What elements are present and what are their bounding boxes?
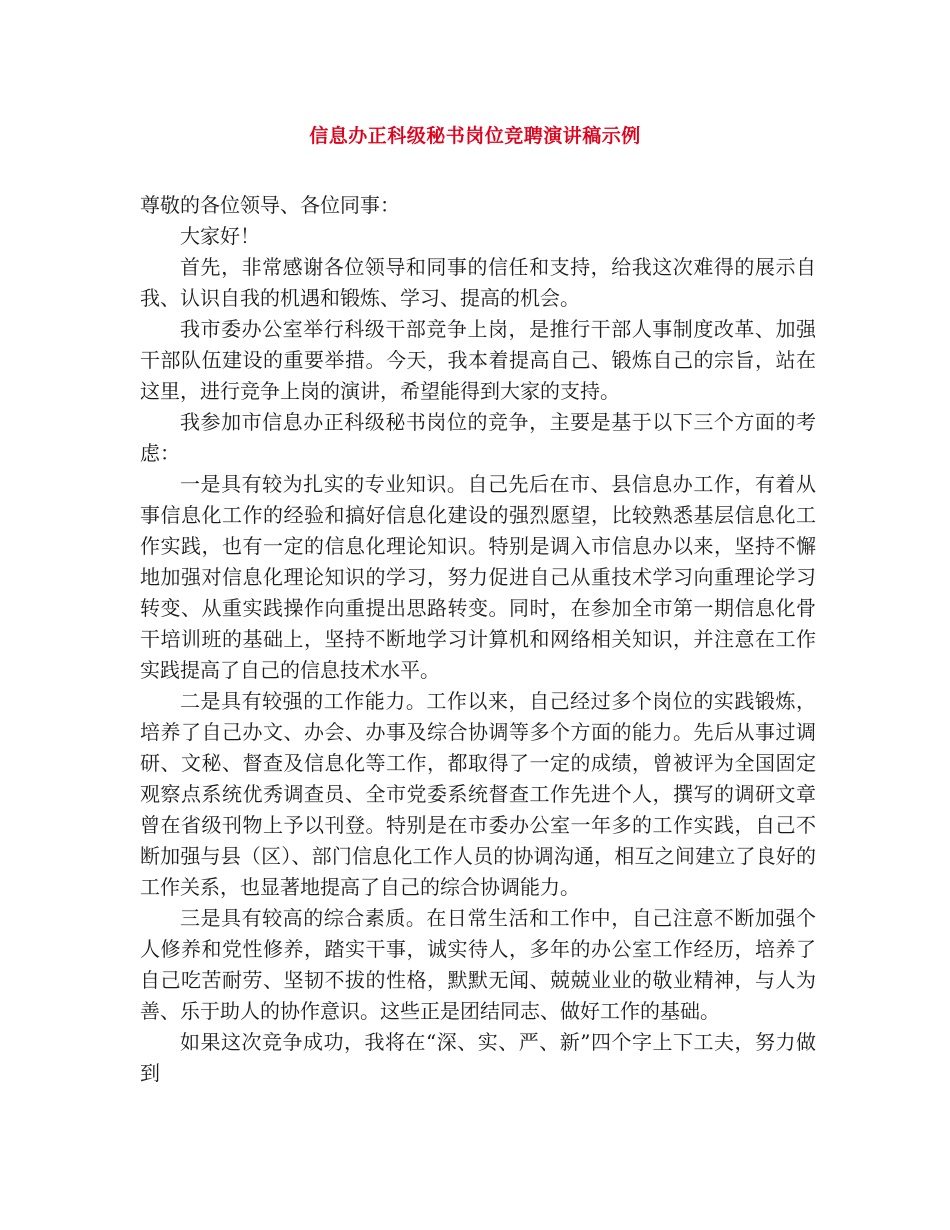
document-title: 信息办正科级秘书岗位竞聘演讲稿示例 [309,125,641,147]
paragraph-reason-quality: 三是具有较高的综合素质。在日常生活和工作中，自己注意不断加强个人修养和党性修养，踏实干事，诚实待人，多年的办公室工作经历，培养了自己吃苦耐劳、坚韧不拔的性格，默默无闻、兢兢业业的敬业精神，与人为善、乐于助人的协作意识。这些正是团结同志、做好工作的基础。 [140,906,816,1023]
paragraph-reason-ability: 二是具有较强的工作能力。工作以来，自己经过多个岗位的实践锻炼，培养了自己办文、办会、办事及综合协调等多个方面的能力。先后从事过调研、文秘、督查及信息化等工作，都取得了一定的成绩，曾被评为全国固定观察点系统优秀调查员、全市党委系统督查工作先进个人，撰写的调研文章曾在省级刊物上予以刊登。特别是在市委办公室一年多的工作实践，自己不断加强与县（区）、部门信息化工作人员的协调沟通，相互之间建立了良好的工作关系，也显著地提高了自己的综合协调能力。 [140,689,816,899]
paragraph-reasons-intro: 我参加市信息办正科级秘书岗位的竞争，主要是基于以下三个方面的考虑： [140,410,816,465]
document-body [140,190,816,1089]
paragraph-background: 我市委办公室举行科级干部竞争上岗，是推行干部人事制度改革、加强干部队伍建设的重要举措。今天，我本着提高自己、锻炼自己的宗旨，站在这里，进行竞争上岗的演讲，希望能得到大家的支持。 [140,317,816,403]
paragraph-greeting: 大家好！ [180,224,260,248]
paragraph-commitment: 如果这次竞争成功，我将在“深、实、严、新”四个字上下工夫，努力做到 [140,1030,816,1085]
paragraph-reason-knowledge: 一是具有较为扎实的专业知识。自己先后在市、县信息办工作，有着从事信息化工作的经验和搞好信息化建设的强烈愿望，比较熟悉基层信息化工作实践，也有一定的信息化理论知识。特别是调入市信息办以来，坚持不懈地加强对信息化理论知识的学习，努力促进自己从重技术学习向重理论学习转变、从重实践操作向重提出思路转变。同时，在参加全市第一期信息化骨干培训班的基础上，坚持不断地学习计算机和网络相关知识，并注意在工作实践提高了自己的信息技术水平。 [140,472,816,682]
paragraph-thanks: 首先，非常感谢各位领导和同事的信任和支持，给我这次难得的展示自我、认识自我的机遇和锻炼、学习、提高的机会。 [140,255,816,310]
salutation: 尊敬的各位领导、各位同事： [140,193,400,217]
